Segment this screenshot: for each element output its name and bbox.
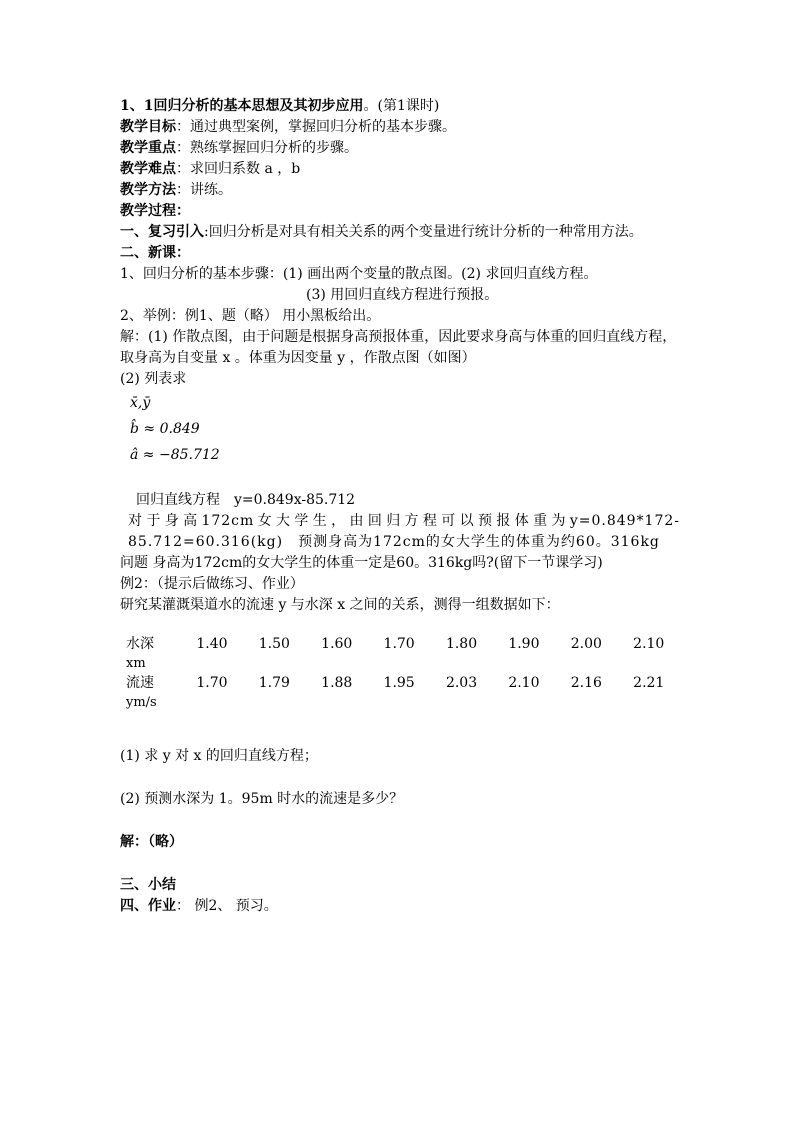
steps-line-2: (3) 用回归直线方程进行预报。 (306, 287, 499, 303)
homework-label: 四、作业 (120, 898, 176, 914)
speed-label-cell (122, 673, 181, 712)
teaching-objective (120, 117, 680, 138)
table-cell: 2.03 (445, 675, 478, 691)
question-text: 问题 身高为172cm的女大学生的体重一定是60。316kg吗?(留下一节课学习) (120, 555, 603, 571)
key-point-label: 教学重点 (120, 140, 176, 156)
review-section (120, 222, 680, 243)
table-cell: 1.88 (321, 675, 353, 691)
question-2: (2) 预测水深为 1。95m 时水的流速是多少？ (120, 791, 404, 807)
table-cell: 1.70 (383, 636, 415, 652)
table-cell: 1.70 (196, 675, 228, 691)
table-row-depth (122, 634, 680, 673)
table-cell: 2.00 (570, 636, 602, 652)
table-cell: 1.50 (258, 636, 290, 652)
homework-text: ： 例2、 预习。 (176, 898, 278, 914)
new-lesson-heading: 二、新课： (120, 245, 190, 261)
difficulty-text: ：求回归系数 a ，b (176, 161, 301, 177)
speed-unit: ym/s (126, 695, 157, 710)
steps-line-1: 1、回归分析的基本步骤：(1) 画出两个变量的散点图。(2) 求回归直线方程。 (120, 266, 598, 282)
table-cell: 2.10 (508, 675, 540, 691)
table-cell: 2.21 (633, 675, 665, 691)
table-cell: 1.90 (508, 636, 540, 652)
teaching-method (120, 180, 680, 201)
depth-unit: xm (126, 656, 146, 671)
formula-a-hat: â ≈ −85.712 (130, 447, 220, 463)
process-label: 教学过程 (120, 203, 176, 219)
homework-section (120, 896, 680, 917)
document-body (120, 96, 680, 917)
example1-intro: 2、举例：例1、题（略） 用小黑板给出。 (120, 308, 381, 324)
teaching-process (120, 201, 680, 222)
table-cell: 1.79 (258, 675, 290, 691)
review-text: :回归分析是对具有相关关系的两个变量进行统计分析的一种常用方法。 (204, 224, 643, 240)
objective-label: 教学目标 (120, 119, 176, 135)
question-1: (1) 求 y 对 x 的回归直线方程； (120, 748, 318, 764)
formula-b-hat: b̂ ≈ 0.849 (130, 421, 200, 437)
example2-heading: 例2：（提示后做练习、作业） (120, 576, 304, 592)
data-table (122, 634, 680, 712)
lesson-title (120, 96, 680, 117)
table-cell: 1.95 (383, 675, 415, 691)
table-cell: 1.80 (445, 636, 478, 652)
table-cell: 1.40 (196, 636, 228, 652)
objective-text: ：通过典型案例，掌握回归分析的基本步骤。 (176, 119, 456, 135)
formula-means: x̄,ȳ (130, 395, 151, 411)
speed-label: 流速 (126, 675, 154, 691)
prediction-text: 对于身高172cm女大学生，由回归方程可以预报体重为y=0.849*172-85.712=60.316(kg) 预测身高为172cm的女大学生的体重为约60。316kg (128, 513, 680, 550)
table-row-speed (122, 673, 680, 712)
table-cell: 1.60 (321, 636, 353, 652)
key-point-text: ：熟练掌握回归分析的步骤。 (176, 140, 358, 156)
process-colon: ： (176, 203, 190, 219)
lesson-title-suffix: 。(第1课时) (363, 98, 440, 114)
method-text: ：讲练。 (176, 182, 232, 198)
depth-label-cell (122, 634, 181, 673)
list-step: (2) 列表求 (120, 371, 187, 387)
answer-text: 解：（略） (120, 834, 183, 850)
teaching-difficulty (120, 159, 680, 180)
depth-label: 水深 (126, 636, 154, 652)
difficulty-label: 教学难点 (120, 161, 176, 177)
summary-heading: 三、小结 (120, 877, 176, 893)
solution1-text: 解：(1) 作散点图，由于问题是根据身高预报体重，因此要求身高与体重的回归直线方程，取身高为自变量 x 。体重为因变量 y ，作散点图（如图） (120, 329, 677, 366)
lesson-title-main: 1、1回归分析的基本思想及其初步应用 (120, 98, 364, 114)
table-cell: 2.10 (633, 636, 665, 652)
table-cell: 2.16 (570, 675, 602, 691)
regression-line-equation: 回归直线方程 y=0.849x-85.712 (136, 492, 356, 508)
teaching-key-point (120, 138, 680, 159)
review-label: 一、复习引入 (120, 224, 204, 240)
example2-description: 研究某灌溉渠道水的流速 y 与水深 x 之间的关系，测得一组数据如下： (120, 597, 560, 613)
method-label: 教学方法 (120, 182, 176, 198)
